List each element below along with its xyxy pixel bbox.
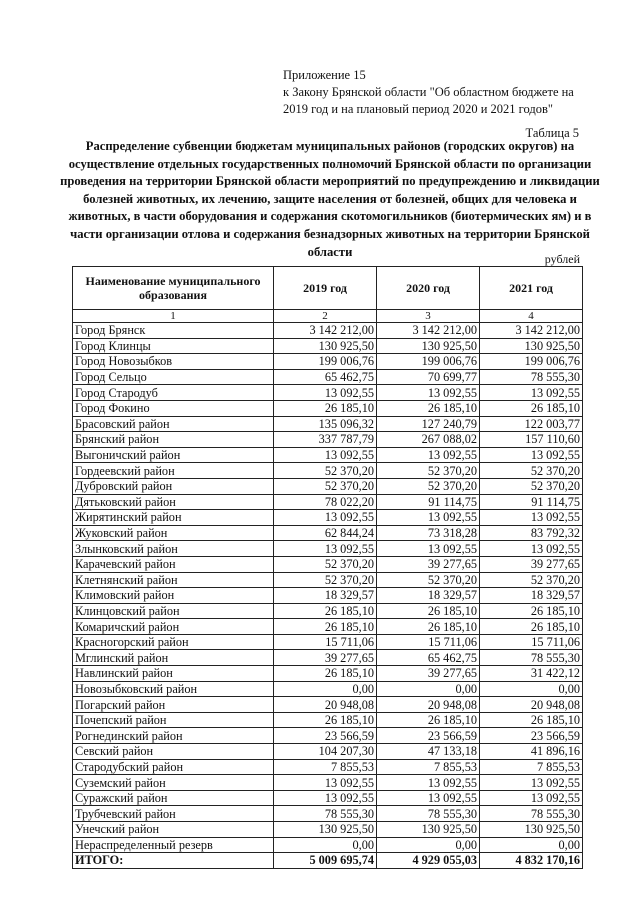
- value-2020: 3 142 212,00: [377, 323, 480, 339]
- value-2019: 52 370,20: [274, 463, 377, 479]
- value-2020: 127 240,79: [377, 416, 480, 432]
- value-2019: 18 329,57: [274, 588, 377, 604]
- value-2021: 13 092,55: [480, 385, 583, 401]
- value-2020: 13 092,55: [377, 510, 480, 526]
- total-label: ИТОГО:: [73, 853, 274, 869]
- value-2021: 39 277,65: [480, 556, 583, 572]
- table-row: [73, 432, 583, 448]
- value-2020: 130 925,50: [377, 338, 480, 354]
- value-2021: 13 092,55: [480, 541, 583, 557]
- table-row: [73, 666, 583, 682]
- index-cell: 1: [73, 310, 274, 323]
- table-row: [73, 494, 583, 510]
- table-row: [73, 744, 583, 760]
- name-cell: Рогнединский район: [73, 728, 274, 744]
- value-2021: 13 092,55: [480, 510, 583, 526]
- value-2021: 78 555,30: [480, 806, 583, 822]
- table-row: [73, 775, 583, 791]
- value-2020: 65 462,75: [377, 650, 480, 666]
- appendix-line-2: к Закону Брянской области "Об областном бюджете на: [283, 85, 574, 99]
- index-cell: 4: [480, 310, 583, 323]
- unit-label: рублей: [544, 252, 580, 266]
- name-cell: Клетнянский район: [73, 572, 274, 588]
- value-2019: 78 022,20: [274, 494, 377, 510]
- value-2020: 13 092,55: [377, 790, 480, 806]
- value-2020: 70 699,77: [377, 369, 480, 385]
- value-2019: 13 092,55: [274, 447, 377, 463]
- name-cell: Навлинский район: [73, 666, 274, 682]
- table-row: [73, 447, 583, 463]
- value-2021: 20 948,08: [480, 697, 583, 713]
- total-2020: 4 929 055,03: [377, 853, 480, 869]
- value-2019: 52 370,20: [274, 572, 377, 588]
- value-2019: 199 006,76: [274, 354, 377, 370]
- name-cell: Суземский район: [73, 775, 274, 791]
- name-cell: Злынковский район: [73, 541, 274, 557]
- value-2019: 39 277,65: [274, 650, 377, 666]
- name-cell: Брасовский район: [73, 416, 274, 432]
- value-2019: 130 925,50: [274, 338, 377, 354]
- value-2019: 135 096,32: [274, 416, 377, 432]
- value-2021: 78 555,30: [480, 369, 583, 385]
- table-row: [73, 541, 583, 557]
- name-cell: Город Новозыбков: [73, 354, 274, 370]
- value-2021: 78 555,30: [480, 650, 583, 666]
- table-row: [73, 790, 583, 806]
- value-2020: 52 370,20: [377, 572, 480, 588]
- value-2020: 13 092,55: [377, 541, 480, 557]
- name-cell: Комаричский район: [73, 619, 274, 635]
- value-2020: 39 277,65: [377, 666, 480, 682]
- appendix-line-3: 2019 год и на плановый период 2020 и 2021 годов": [283, 102, 553, 116]
- value-2019: 7 855,53: [274, 759, 377, 775]
- value-2020: 0,00: [377, 837, 480, 853]
- value-2019: 130 925,50: [274, 822, 377, 838]
- value-2020: 26 185,10: [377, 619, 480, 635]
- value-2021: 130 925,50: [480, 338, 583, 354]
- value-2021: 52 370,20: [480, 478, 583, 494]
- value-2019: 78 555,30: [274, 806, 377, 822]
- value-2019: 23 566,59: [274, 728, 377, 744]
- value-2019: 15 711,06: [274, 634, 377, 650]
- value-2021: 52 370,20: [480, 572, 583, 588]
- table-row: [73, 400, 583, 416]
- value-2021: 0,00: [480, 681, 583, 697]
- value-2019: 104 207,30: [274, 744, 377, 760]
- table-body: [73, 323, 583, 853]
- value-2021: 3 142 212,00: [480, 323, 583, 339]
- appendix-line-1: Приложение 15: [283, 68, 366, 82]
- value-2019: 13 092,55: [274, 385, 377, 401]
- value-2019: 0,00: [274, 681, 377, 697]
- table-row: [73, 619, 583, 635]
- value-2021: 15 711,06: [480, 634, 583, 650]
- name-cell: Дубровский район: [73, 478, 274, 494]
- table-row: [73, 338, 583, 354]
- name-cell: Почепский район: [73, 712, 274, 728]
- name-cell: Город Сельцо: [73, 369, 274, 385]
- table-row: [73, 510, 583, 526]
- value-2020: 267 088,02: [377, 432, 480, 448]
- value-2021: 157 110,60: [480, 432, 583, 448]
- name-cell: Унечский район: [73, 822, 274, 838]
- name-cell: Дятьковский район: [73, 494, 274, 510]
- header-2020: 2020 год: [377, 267, 480, 310]
- value-2020: 13 092,55: [377, 447, 480, 463]
- table-row: [73, 837, 583, 853]
- value-2019: 26 185,10: [274, 712, 377, 728]
- name-cell: Погарский район: [73, 697, 274, 713]
- value-2019: 62 844,24: [274, 525, 377, 541]
- column-index-row: [73, 310, 583, 323]
- value-2019: 337 787,79: [274, 432, 377, 448]
- name-cell: Мглинский район: [73, 650, 274, 666]
- table-row: [73, 712, 583, 728]
- table-row: [73, 588, 583, 604]
- header-2019: 2019 год: [274, 267, 377, 310]
- name-cell: Климовский район: [73, 588, 274, 604]
- value-2020: 130 925,50: [377, 822, 480, 838]
- index-cell: 3: [377, 310, 480, 323]
- value-2020: 0,00: [377, 681, 480, 697]
- value-2020: 52 370,20: [377, 478, 480, 494]
- value-2019: 26 185,10: [274, 666, 377, 682]
- value-2020: 91 114,75: [377, 494, 480, 510]
- table-row: [73, 806, 583, 822]
- value-2020: 23 566,59: [377, 728, 480, 744]
- name-cell: Красногорский район: [73, 634, 274, 650]
- total-2021: 4 832 170,16: [480, 853, 583, 869]
- value-2021: 13 092,55: [480, 775, 583, 791]
- value-2021: 52 370,20: [480, 463, 583, 479]
- name-cell: Город Брянск: [73, 323, 274, 339]
- value-2020: 78 555,30: [377, 806, 480, 822]
- index-cell: 2: [274, 310, 377, 323]
- header-2021: 2021 год: [480, 267, 583, 310]
- value-2021: 26 185,10: [480, 619, 583, 635]
- table-row: [73, 416, 583, 432]
- value-2021: 31 422,12: [480, 666, 583, 682]
- value-2019: 52 370,20: [274, 556, 377, 572]
- value-2021: 26 185,10: [480, 712, 583, 728]
- value-2020: 20 948,08: [377, 697, 480, 713]
- value-2020: 13 092,55: [377, 775, 480, 791]
- subsidy-table: [72, 266, 583, 869]
- table-row: [73, 556, 583, 572]
- value-2019: 13 092,55: [274, 510, 377, 526]
- name-cell: Жирятинский район: [73, 510, 274, 526]
- value-2021: 41 896,16: [480, 744, 583, 760]
- name-cell: Новозыбковский район: [73, 681, 274, 697]
- value-2021: 122 003,77: [480, 416, 583, 432]
- table-row: [73, 697, 583, 713]
- value-2020: 15 711,06: [377, 634, 480, 650]
- value-2020: 73 318,28: [377, 525, 480, 541]
- value-2020: 26 185,10: [377, 603, 480, 619]
- value-2021: 0,00: [480, 837, 583, 853]
- name-cell: Город Клинцы: [73, 338, 274, 354]
- name-cell: Трубчевский район: [73, 806, 274, 822]
- table-row: [73, 728, 583, 744]
- value-2020: 26 185,10: [377, 400, 480, 416]
- value-2020: 47 133,18: [377, 744, 480, 760]
- value-2021: 18 329,57: [480, 588, 583, 604]
- name-cell: Стародубский район: [73, 759, 274, 775]
- value-2021: 13 092,55: [480, 447, 583, 463]
- name-cell: Город Фокино: [73, 400, 274, 416]
- table-row: [73, 822, 583, 838]
- value-2019: 13 092,55: [274, 541, 377, 557]
- value-2019: 20 948,08: [274, 697, 377, 713]
- value-2020: 199 006,76: [377, 354, 480, 370]
- name-cell: Нераспределенный резерв: [73, 837, 274, 853]
- value-2019: 26 185,10: [274, 400, 377, 416]
- name-cell: Карачевский район: [73, 556, 274, 572]
- header-name: Наименование муниципального образования: [73, 267, 274, 310]
- name-cell: Севский район: [73, 744, 274, 760]
- table-row: [73, 634, 583, 650]
- value-2021: 13 092,55: [480, 790, 583, 806]
- value-2019: 26 185,10: [274, 603, 377, 619]
- table-row: [73, 759, 583, 775]
- name-cell: Выгоничский район: [73, 447, 274, 463]
- value-2021: 83 792,32: [480, 525, 583, 541]
- name-cell: Суражский район: [73, 790, 274, 806]
- table-row: [73, 354, 583, 370]
- value-2019: 13 092,55: [274, 775, 377, 791]
- value-2020: 13 092,55: [377, 385, 480, 401]
- value-2021: 7 855,53: [480, 759, 583, 775]
- table-row: [73, 681, 583, 697]
- table-row: [73, 603, 583, 619]
- value-2021: 23 566,59: [480, 728, 583, 744]
- value-2020: 39 277,65: [377, 556, 480, 572]
- table-row: [73, 323, 583, 339]
- table-row: [73, 369, 583, 385]
- value-2020: 52 370,20: [377, 463, 480, 479]
- total-2019: 5 009 695,74: [274, 853, 377, 869]
- value-2019: 13 092,55: [274, 790, 377, 806]
- name-cell: Брянский район: [73, 432, 274, 448]
- appendix-note: [283, 67, 574, 118]
- table-row: [73, 385, 583, 401]
- value-2020: 7 855,53: [377, 759, 480, 775]
- value-2021: 199 006,76: [480, 354, 583, 370]
- name-cell: Клинцовский район: [73, 603, 274, 619]
- table-row: [73, 525, 583, 541]
- document-title: Распределение субвенции бюджетам муниципальных районов (городских округов) на осуществление отдельных государственных полномочий Брянской области по организации проведения на территории Брянской области мероприятий по предупреждению и ликвидации болезней животных, их лечению, защите населения от болезней, общих для человека и животных, в части оборудования и содержания скотомогильников (биотермических ям) и в части организации отлова и содержания безнадзорных животных на территории Брянской области: [60, 139, 600, 259]
- value-2020: 26 185,10: [377, 712, 480, 728]
- table-row: [73, 478, 583, 494]
- value-2019: 52 370,20: [274, 478, 377, 494]
- table-header-row: [73, 267, 583, 310]
- value-2021: 26 185,10: [480, 400, 583, 416]
- name-cell: Город Стародуб: [73, 385, 274, 401]
- table-row: [73, 463, 583, 479]
- value-2021: 91 114,75: [480, 494, 583, 510]
- table-row: [73, 572, 583, 588]
- name-cell: Гордеевский район: [73, 463, 274, 479]
- value-2019: 0,00: [274, 837, 377, 853]
- total-row: [73, 853, 583, 869]
- value-2019: 3 142 212,00: [274, 323, 377, 339]
- value-2021: 26 185,10: [480, 603, 583, 619]
- value-2019: 65 462,75: [274, 369, 377, 385]
- table-row: [73, 650, 583, 666]
- value-2020: 18 329,57: [377, 588, 480, 604]
- table-number: Таблица 5: [525, 126, 579, 140]
- value-2021: 130 925,50: [480, 822, 583, 838]
- name-cell: Жуковский район: [73, 525, 274, 541]
- value-2019: 26 185,10: [274, 619, 377, 635]
